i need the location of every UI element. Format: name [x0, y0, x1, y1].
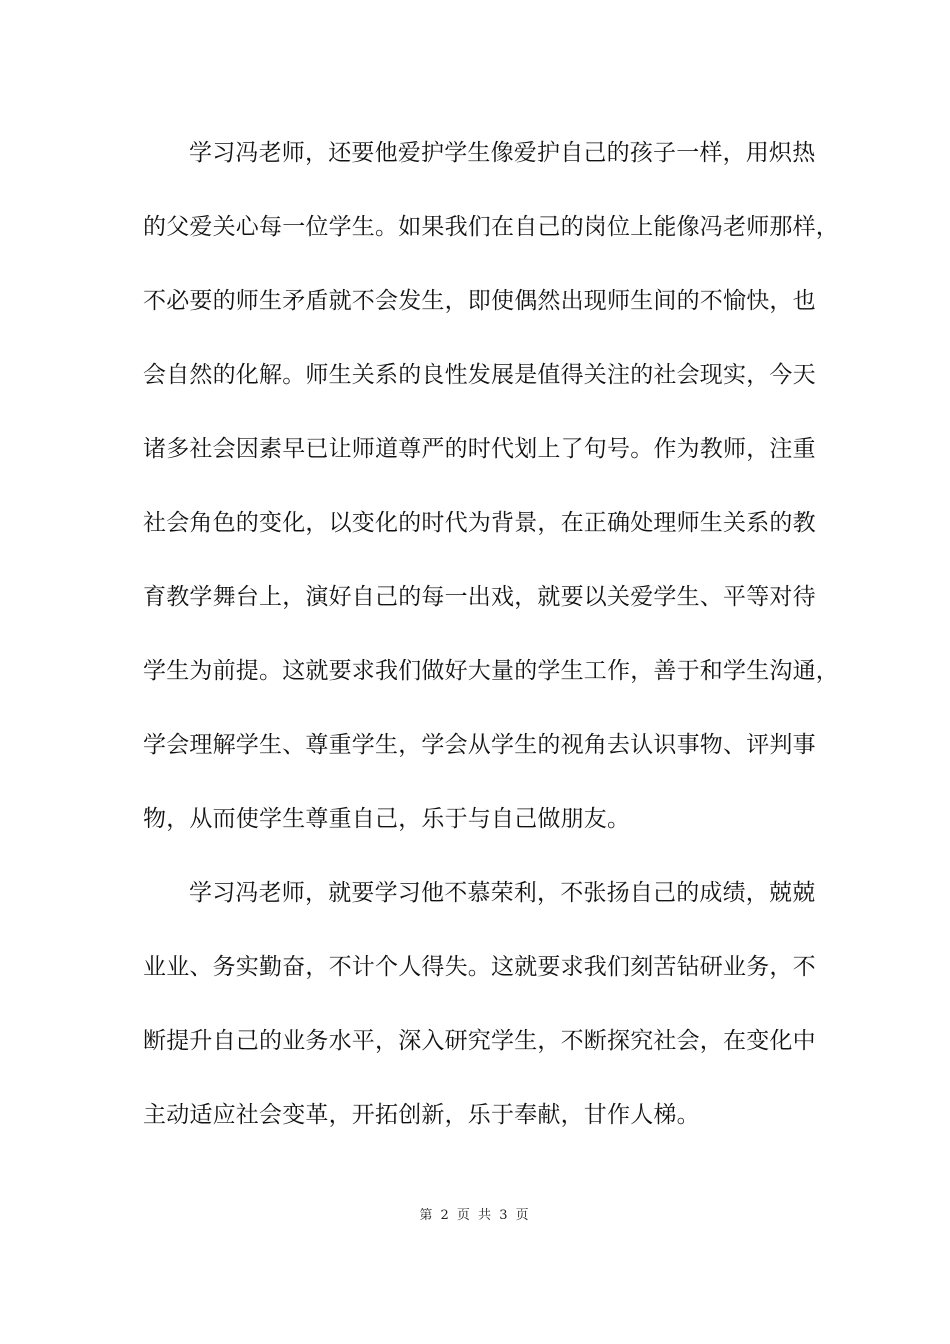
paragraph-1-line-3: 不必要的师生矛盾就不会发生，即使偶然出现师生间的不愉快，也 [143, 288, 816, 314]
paragraph-1-line-7: 育教学舞台上，演好自己的每一出戏，就要以关爱学生、平等对待 [143, 584, 816, 610]
paragraph-1-line-5: 诸多社会因素早已让师道尊严的时代划上了句号。作为教师，注重 [143, 436, 816, 462]
paragraph-1-line-1: 学习冯老师，还要他爱护学生像爱护自己的孩子一样，用炽热 [189, 140, 816, 166]
paragraph-1-line-10: 物，从而使学生尊重自己，乐于与自己做朋友。 [143, 806, 631, 832]
paragraph-1-line-4: 会自然的化解。师生关系的良性发展是值得关注的社会现实，今天 [143, 362, 816, 388]
paragraph-1-line-2: 的父爱关心每一位学生。如果我们在自己的岗位上能像冯老师那样， [143, 214, 839, 240]
paragraph-1-line-9: 学会理解学生、尊重学生，学会从学生的视角去认识事物、评判事 [143, 732, 816, 758]
paragraph-2-line-1: 学习冯老师，就要学习他不慕荣利，不张扬自己的成绩，兢兢 [189, 880, 816, 906]
paragraph-2-line-4: 主动适应社会变革，开拓创新，乐于奉献，甘作人梯。 [143, 1102, 700, 1128]
paragraph-2-line-3: 断提升自己的业务水平，深入研究学生，不断探究社会，在变化中 [143, 1028, 816, 1054]
paragraph-1-line-8: 学生为前提。这就要求我们做好大量的学生工作，善于和学生沟通， [143, 658, 839, 684]
page-footer: 第 2 页 共 3 页 [419, 1208, 531, 1223]
paragraph-1-line-6: 社会角色的变化，以变化的时代为背景，在正确处理师生关系的教 [143, 510, 816, 536]
paragraph-2-line-2: 业业、务实勤奋，不计个人得失。这就要求我们刻苦钻研业务，不 [143, 954, 816, 980]
